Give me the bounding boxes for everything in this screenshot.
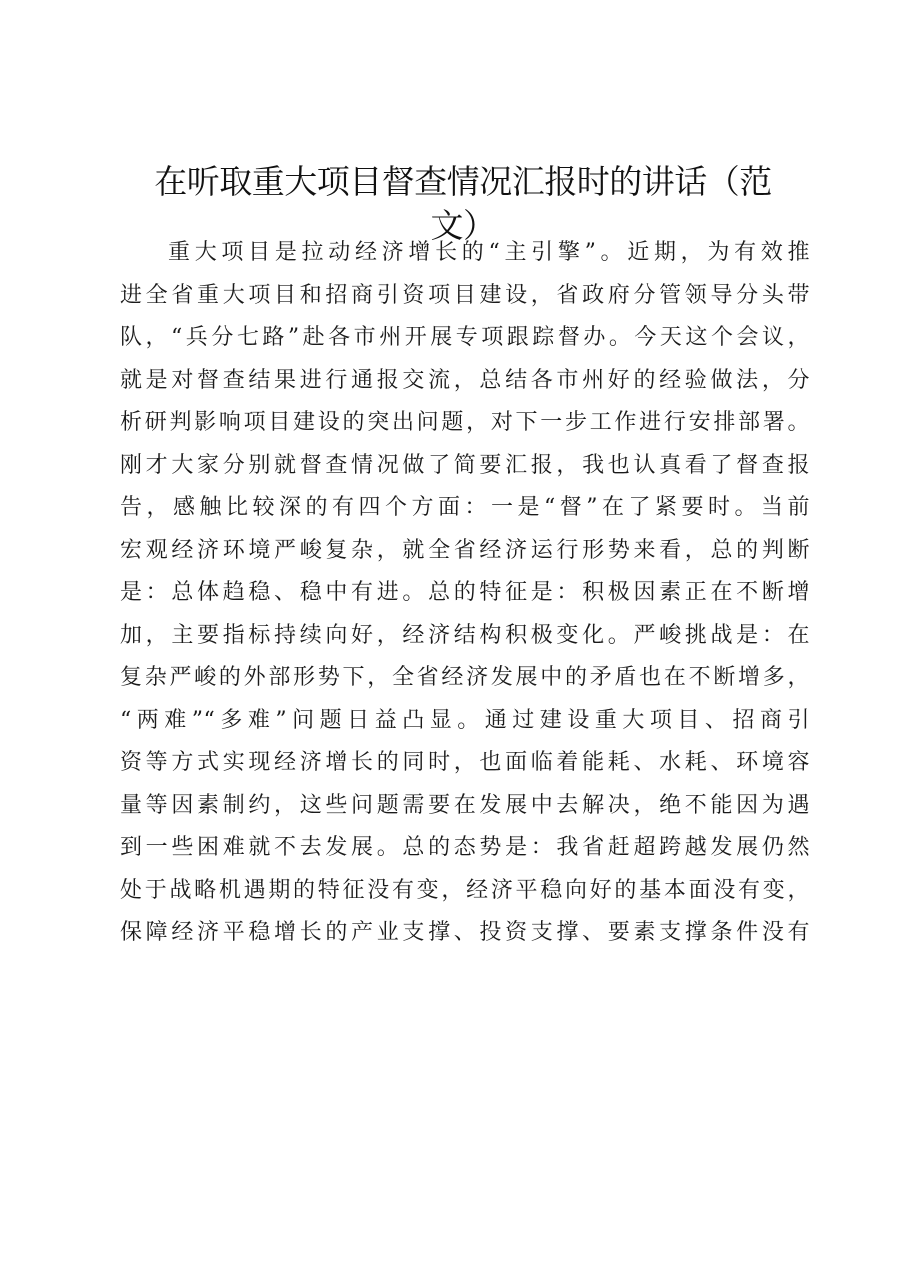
paragraph-line: 队，“兵分七路”赴各市州开展专项跟踪督办。今天这个会议，: [120, 325, 810, 350]
paragraph-line: 进全省重大项目和招商引资项目建设，省政府分管领导分头带: [120, 282, 810, 308]
paragraph-line: 就是对督查结果进行通报交流，总结各市州好的经验做法，分: [120, 367, 810, 393]
body-paragraph: [120, 232, 810, 955]
paragraph-line: “两难”“多难”问题日益凸显。通过建设重大项目、招商引: [120, 707, 810, 733]
paragraph-line: 量等因素制约，这些问题需要在发展中去解决，绝不能因为遇: [120, 792, 810, 818]
title-line: 在听取重大项目督查情况汇报时的讲话（范: [154, 162, 772, 201]
paragraph-line: 保障经济平稳增长的产业支撑、投资支撑、要素支撑条件没有: [120, 920, 810, 945]
title-line: 文）: [430, 206, 496, 245]
paragraph-line: 资等方式实现经济增长的同时，也面临着能耗、水耗、环境容: [120, 750, 810, 775]
paragraph-line: 复杂严峻的外部形势下，全省经济发展中的矛盾也在不断增多，: [120, 665, 810, 690]
paragraph-line: 重大项目是拉动经济增长的“主引擎”。近期，为有效推: [168, 240, 810, 265]
paragraph-line: 刚才大家分别就督查情况做了简要汇报，我也认真看了督查报: [120, 452, 810, 478]
paragraph-line: 是：总体趋稳、稳中有进。总的特征是：积极因素正在不断增: [120, 580, 810, 605]
paragraph-line: 加，主要指标持续向好，经济结构积极变化。严峻挑战是：在: [120, 622, 810, 648]
paragraph-line: 告，感触比较深的有四个方面：一是“督”在了紧要时。当前: [120, 495, 810, 520]
paragraph-line: 宏观经济环境严峻复杂，就全省经济运行形势来看，总的判断: [120, 537, 810, 563]
paragraph-line: 处于战略机遇期的特征没有变，经济平稳向好的基本面没有变，: [120, 877, 810, 903]
paragraph-line: 到一些困难就不去发展。总的态势是：我省赶超跨越发展仍然: [120, 835, 810, 860]
paragraph-line: 析研判影响项目建设的突出问题，对下一步工作进行安排部署。: [120, 410, 810, 435]
